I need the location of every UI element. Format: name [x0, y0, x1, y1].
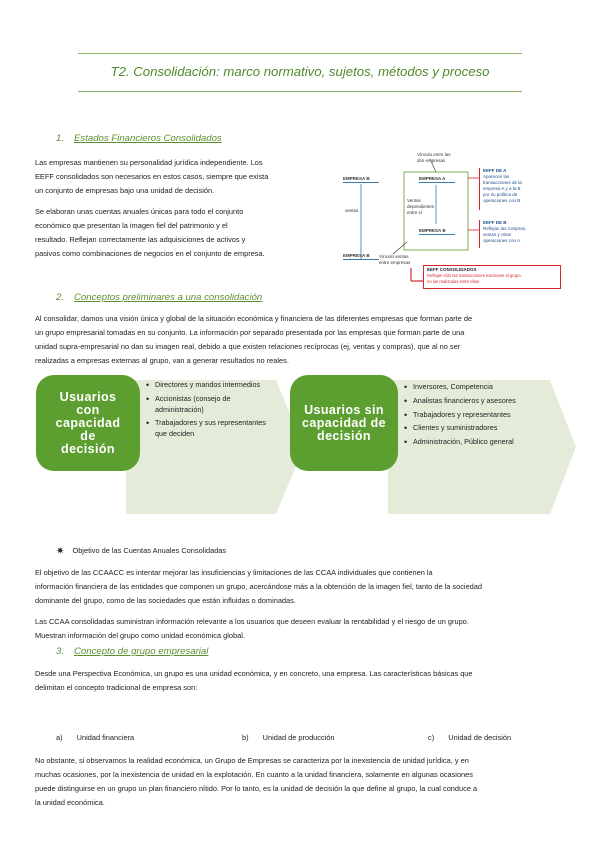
text-line: Vínculo entre las: [417, 152, 451, 157]
text-line: con: [76, 402, 100, 417]
title-rule-bottom: [78, 91, 522, 92]
list-item: • Accionistas (consejo de administración): [146, 394, 268, 416]
text-line: Ventas: [407, 198, 421, 203]
list-item: • Administración, Público general: [404, 437, 544, 448]
section-3-para-2: [35, 754, 575, 810]
text-line: Desde una Perspectiva Económica, un grupo es una unidad económica, y en concreto, una empresa. Las características básicas que: [35, 669, 473, 678]
section-1-para-2: [35, 205, 325, 261]
section-1-title: Estados Financieros Consolidados: [74, 133, 222, 144]
section-1-heading: [56, 133, 222, 144]
list-item: • Analistas financieros y asesores: [404, 396, 544, 407]
list-item: • Trabajadores y sus representantes que deciden: [146, 418, 268, 440]
consolidation-diagram: [333, 150, 565, 295]
users-with-list: [146, 380, 268, 443]
list-item: • Inversores, Competencia: [404, 382, 544, 393]
list-item: [428, 733, 511, 742]
text-line: No obstante, si observamos la realidad económica, un Grupo de Empresas se caracteriza por la inexistencia de unidad jurídica, y en: [35, 756, 469, 765]
text-line: Las empresas mantienen su personalidad jurídica independiente. Los: [35, 158, 263, 167]
box3-title: EEFF CONSOLIDADOS: [427, 267, 477, 272]
bottom-note-pointer: [393, 242, 407, 254]
left-mid-label: ventas: [345, 208, 359, 213]
text-line: capacidad de: [302, 415, 386, 430]
empresa-center-top: EMPRESA A: [419, 176, 455, 183]
title-rule-top: [78, 53, 522, 54]
section-1-number: 1.: [56, 133, 65, 144]
users-with-capacity-label: [36, 375, 140, 471]
text-line: un grupo empresarial tomadas en su conjunto. La información por separado presentada por las empresas que forman parte de una: [35, 328, 465, 337]
eeff-a-box: [479, 168, 541, 210]
list-item: [56, 733, 134, 742]
text-line: la unidad económica.: [35, 798, 105, 807]
page-title: T2. Consolidación: marco normativo, sujetos, métodos y proceso: [110, 64, 490, 79]
list-text: Unidad de producción: [262, 733, 335, 742]
text-line: decisión: [317, 428, 371, 443]
text-line: Se elaboran unas cuentas anuales únicas para todo el conjunto: [35, 207, 244, 216]
text-line: Reflejan las compras,: [483, 226, 527, 231]
empresa-left-bottom: EMPRESA B: [343, 253, 379, 260]
text-line: delimitan el concepto tradicional de empresa son:: [35, 683, 198, 692]
list-marker: a): [56, 733, 63, 742]
text-line: un conjunto de empresas bajo una unidad de decisión.: [35, 186, 215, 195]
section-2-number: 2.: [56, 292, 65, 303]
section-3-para-1: [35, 667, 575, 695]
text-line: no las realizadas entre ellas: [427, 279, 479, 284]
text-line: muchas ocasiones, por la inexistencia de unidad en la explotación. En cuanto a la unidad financiera, solamente en algunas ocasiones: [35, 770, 473, 779]
text-line: capacidad: [55, 415, 121, 430]
text-line: Muestran información del grupo como unidad económica global.: [35, 631, 245, 640]
users-diagram: [36, 372, 576, 522]
text-line: información financiera de las entidades que componen un grupo, acercándose más a la obtención de la imagen fiel, tanto de la sociedad: [35, 582, 483, 591]
text-line: Reflejan sólo las transacciones exteriores al grupo,: [427, 273, 522, 278]
star-bullet-icon: ✷: [56, 546, 65, 557]
text-line: Usuarios: [59, 389, 117, 404]
empresa-center-bottom: EMPRESA B: [419, 228, 455, 235]
list-marker: c): [428, 733, 435, 742]
top-note: [417, 152, 467, 164]
text-line: de: [80, 428, 96, 443]
text-line: pasivos como combinaciones de negocios en el conjunto de empresa.: [35, 249, 265, 258]
text-line: transacciones de la: [483, 180, 522, 185]
text-line: unidad supra-empresarial no dan su imagen real, debido a que existen relaciones recíprocas (ej, ventas y compras), que al no ser: [35, 342, 461, 351]
eeff-consolidados-box: [423, 265, 561, 289]
text-line: Aparecen las: [483, 174, 510, 179]
bottom-note: [379, 254, 419, 266]
text-line: EEFF DE A: [483, 168, 507, 173]
users-without-capacity-label: [290, 375, 398, 471]
section-2-para: [35, 312, 575, 368]
objective-heading: Objetivo de las Cuentas Anuales Consolidadas: [72, 546, 227, 555]
list-text: Unidad de decisión: [448, 733, 512, 742]
text-line: entre sí: [407, 210, 423, 215]
text-line: por su política de: [483, 192, 518, 197]
text-line: decisión: [61, 441, 115, 456]
objective-heading-row: [56, 545, 226, 556]
text-line: Usuarios sin: [304, 402, 384, 417]
list-item: • Directores y mandos intermedios: [146, 380, 268, 391]
section-3-heading: [56, 646, 208, 657]
text-line: operaciones con B: [483, 198, 521, 203]
section-1-para-1: [35, 156, 325, 198]
text-line: empresa A y a la B: [483, 186, 521, 191]
center-mid-label: [407, 198, 439, 216]
objective-para-1: [35, 566, 575, 608]
section-2-heading: [56, 292, 262, 303]
text-line: realizadas a empresas externas al grupo, van a generar resultados no reales.: [35, 356, 289, 365]
text-line: económico que presentan la imagen fiel del patrimonio y el: [35, 221, 228, 230]
list-item: • Clientes y suministradores: [404, 423, 544, 434]
text-line: dependientes: [407, 204, 435, 209]
text-line: El objetivo de las CCAACC es intentar mejorar las insuficiencias y limitaciones de las CCAA individuales que contienen la: [35, 568, 433, 577]
text-line: dominante del grupo, como de las sociedades que están influidas o dominadas.: [35, 596, 296, 605]
users-without-list: [404, 382, 544, 451]
empresa-left-top: EMPRESA B: [343, 176, 379, 183]
text-line: resultado. Reflejan correctamente las adquisiciones de activos y: [35, 235, 246, 244]
list-text: Unidad financiera: [76, 733, 135, 742]
list-item: • Trabajadores y representantes: [404, 410, 544, 421]
text-line: Las CCAA consolidadas suministran información relevante a los usuarios que deseen evaluar la rentabilidad y el riesgo de un grupo.: [35, 617, 469, 626]
objective-para-2: [35, 615, 575, 643]
text-line: Al consolidar, damos una visión única y global de la situación económica y financiera de las diferentes empresas que forman parte de: [35, 314, 473, 323]
text-line: EEFF consolidados son necesarios en estos casos, siempre que exista: [35, 172, 269, 181]
text-line: puede distinguirse en un grupo un plan financiero nítido. Por lo tanto, es la unidad de decisión la que define al grupo, la cual conduce a: [35, 784, 478, 793]
text-line: entre empresas: [379, 260, 411, 265]
text-line: EEFF DE B: [483, 220, 507, 225]
list-item: [242, 733, 335, 742]
eeff-b-box: [479, 220, 553, 248]
section-3-number: 3.: [56, 646, 65, 657]
list-marker: b): [242, 733, 249, 742]
text-line: operaciones con A: [483, 238, 521, 243]
section-3-title: Concepto de grupo empresarial: [74, 646, 209, 657]
text-line: ventas y otras: [483, 232, 512, 237]
section-2-title: Conceptos preliminares a una consolidación: [74, 292, 263, 303]
text-line: dos empresas: [417, 158, 446, 163]
text-line: Vínculo ventas: [379, 254, 409, 259]
